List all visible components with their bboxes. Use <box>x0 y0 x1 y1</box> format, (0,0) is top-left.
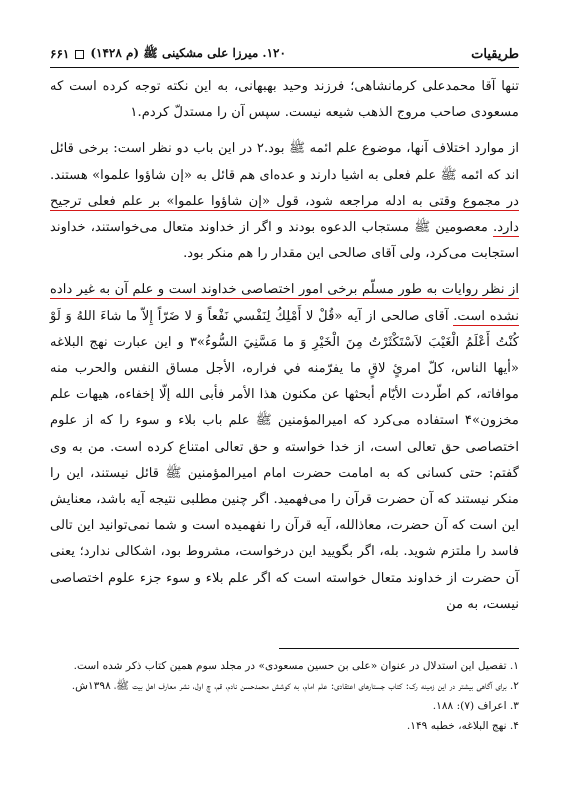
footnote-4: ۴. نهج البلاغه، خطبه ۱۴۹. <box>406 720 519 732</box>
highlighted-sentence-2: از نظر روایات به طور مسلّم برخی امور اختصاصی خداوند است و علم آن به غیر داده نشده است. <box>50 282 519 324</box>
header-title: طریقیات <box>471 46 519 62</box>
paragraph-2-end: معصومین ﷺ مستجاب الدعوه بودند و اگر از خداوند متعال می‌خواستند، خداوند استجابت می‌کرد، ولی آقای صالحی این مقدار را هم منکر بود. <box>50 220 519 262</box>
header-page-info: ۱۲۰. میرزا علی مشکینی ﷺ (م ۱۴۲۸) <box>90 45 286 60</box>
main-text <box>50 74 519 618</box>
footnote-1: ۱. تفصیل این استدلال در عنوان «علی بن حسین مسعودی» در مجلد سوم همین کتاب ذکر شده است. <box>73 660 519 672</box>
paragraph-1: تنها آقا محمدعلی کرمانشاهی؛ فرزند وحید بهبهانی، به این نکته توجه کرده است که مسعودی صاحب مروج الذهب شیعه نیست. سپس آن را مستدلّ کردم.۱ <box>50 79 519 121</box>
footnote-3: ۳. اعراف (۷): ۱۸۸. <box>432 700 519 712</box>
header-page-info-group <box>50 46 286 63</box>
highlighted-sentence-1: در مجموع وقتی به ادله مراجعه شود، قول «إن شاؤوا علموا» بر علم فعلی ترجیح دارد. <box>50 193 519 236</box>
footnote-rule <box>279 648 519 649</box>
running-header <box>50 43 519 65</box>
paragraph-2-start: از موارد اختلاف آنها، موضوع علم ائمه ﷺ بود.۲ در این باب دو نظر است: برخی قائل اند که ائمه ﷺ علم فعلی به اشیا دارند و عده‌ای هم قائل به «إن شاؤوا علموا» هستند. <box>50 141 519 183</box>
paragraph-3-rest: آقای صالحی از آیه «قُلْ لا أَمْلِكُ لِنَفْسي نَفْعاً وَ لا ضَرّاً إِلاّ ما شاءَ اللهُ وَ لَوْ كُنْتُ أَعْلَمُ الْغَيْبَ لاَسْتَكْثَرْتُ مِنَ الْخَيْرِ وَ ما مَسَّنِيَ السُّوءُ»۳ و این عبارت نهج البلاغه «أيها الناس، كلّ امرئٍ لاقٍ ما يفرّمنه في فراره، الأجل مساق النفس والحرب منه موافاته، كم اطّردت الأيّام أبحثها عن مكنون هذا الأمر فأبى الله إلّا إخفاءه، هيهات علم مخزون»۴ استفاده می‌کرد که امیرالمؤمنین ﷺ علم باب بلاء و سوء را که از علوم اختصاصی حق تعالی است، از خدا خواسته و حق تعالی امتناع کرده است. من به وی گفتم: حتی کسانی که به امامت حضرت امام امیرالمؤمنین ﷺ قائل نیستند، این را منکر نیستند که آن حضرت قرآن را می‌فهمید. اگر چنین مطلبی نتیجه آیه باشد، معنایش این است که آن حضرت، معاذالله، آیه قرآن را نفهمیده است و شما نمی‌توانید این تالی فاسد را ملتزم شوید. بله، اگر بگویید این درخواست، مشروط بود، اشکالی ندارد؛ یعنی آن حضرت از خداوند متعال خواسته است که اگر علم بلاء و سوء جزء علوم اختصاصی نیست، به من <box>50 308 520 612</box>
footnotes <box>50 656 519 736</box>
square-icon <box>75 50 84 59</box>
header-rule <box>50 67 519 68</box>
paragraph-3 <box>50 277 519 618</box>
paragraph-2 <box>50 136 519 267</box>
footnote-2: ۲. برای آگاهی بیشتر در این زمینه رک: کتاب جستارهای اعتقادی: علم امام، به کوشش محمدحسن نادم، قم، چ اول، نشر معارف اهل بیت ﷺ، ۱۳۹۸ش. <box>71 680 519 692</box>
page-number: ۶۶۱ <box>50 47 70 61</box>
